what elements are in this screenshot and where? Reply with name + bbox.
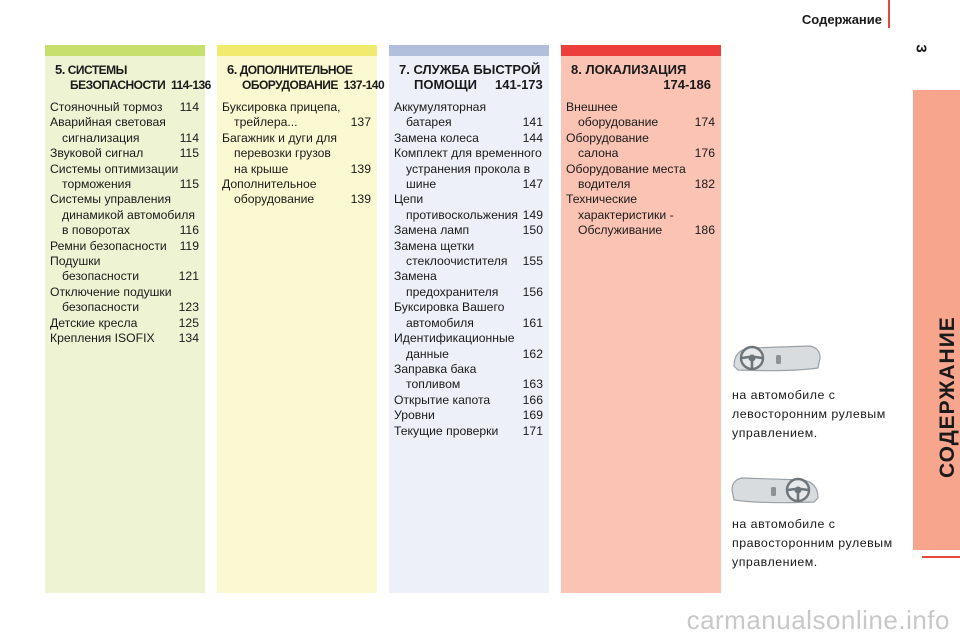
- toc-entry-text: Открытие капота: [394, 392, 491, 407]
- section-5-number: 5.: [55, 62, 65, 77]
- section-7-title-line1: СЛУЖБА БЫСТРОЙ: [413, 62, 541, 77]
- toc-entry-page: 139: [350, 161, 371, 176]
- toc-entry-text: Оборудование места: [566, 161, 686, 176]
- toc-entry-page: 166: [522, 392, 543, 407]
- toc-entry-text: Идентификационные: [394, 331, 515, 346]
- section-7-color-bar: [389, 45, 549, 56]
- toc-entry-text: оборудование: [578, 115, 659, 130]
- watermark: carmanualsonline.info: [686, 605, 950, 635]
- toc-entry[interactable]: [50, 285, 199, 316]
- toc-entry-page: 121: [178, 269, 199, 284]
- section-8-heading: [561, 56, 721, 100]
- toc-entry-page: 115: [179, 177, 199, 192]
- toc-entry-text: Замена ламп: [394, 223, 470, 238]
- toc-entry-text: Обслуживание: [578, 223, 663, 238]
- toc-entry-text: стеклоочистителя: [406, 254, 508, 269]
- toc-entry[interactable]: [394, 100, 543, 131]
- toc-entry[interactable]: [394, 269, 543, 300]
- toc-entry[interactable]: [394, 239, 543, 270]
- toc-entry[interactable]: [394, 146, 543, 192]
- toc-entry-text: водителя: [578, 177, 631, 192]
- toc-entry-page: 114: [179, 130, 199, 145]
- toc-entry-text: Ремни безопасности: [50, 238, 167, 253]
- toc-entry-text: автомобиля: [406, 315, 474, 330]
- toc-entry-text: Комплект для временного: [394, 146, 542, 161]
- right-hand-drive-car-icon: [730, 472, 822, 508]
- toc-entry[interactable]: [222, 100, 371, 131]
- toc-entry-text: безопасности: [62, 300, 140, 315]
- toc-entry-text: в поворотах: [62, 223, 130, 238]
- side-tab-label: СОДЕРЖАНИЕ: [936, 316, 959, 478]
- section-6-heading: [217, 56, 385, 100]
- toc-entry-text: данные: [406, 346, 449, 361]
- toc-entry-text: Цепи: [394, 192, 424, 207]
- toc-entry-text: Крепления ISOFIX: [50, 331, 155, 346]
- toc-entry-page: 123: [178, 300, 199, 315]
- toc-entry-page: 144: [522, 130, 543, 145]
- toc-entry-text: Детские кресла: [50, 315, 138, 330]
- section-8-column: [561, 45, 721, 593]
- toc-entry-text: Буксировка Вашего: [394, 300, 505, 315]
- toc-entry-text: Замена: [394, 269, 437, 284]
- toc-entry-page: 119: [179, 238, 199, 253]
- page-header-title: Содержание: [801, 12, 882, 27]
- toc-entry[interactable]: [394, 300, 543, 331]
- toc-entry[interactable]: [222, 131, 371, 177]
- toc-entry-page: 174: [694, 115, 715, 130]
- toc-entry[interactable]: [50, 316, 199, 331]
- toc-entry[interactable]: [50, 115, 199, 146]
- header-divider: [888, 0, 890, 28]
- section-6-color-bar: [217, 45, 377, 56]
- toc-entry-page: 125: [178, 315, 199, 330]
- toc-entry[interactable]: [566, 192, 715, 238]
- toc-entry-text: динамикой автомобиля: [62, 207, 195, 222]
- toc-entry-text: устранения прокола в: [406, 161, 531, 176]
- toc-entry-page: 182: [694, 177, 715, 192]
- section-7-heading: [389, 56, 549, 100]
- toc-entry-page: 156: [522, 284, 543, 299]
- section-8-list: [561, 100, 721, 239]
- toc-entry[interactable]: [50, 239, 199, 254]
- toc-entry-text: Внешнее: [566, 100, 618, 114]
- toc-entry-text: безопасности: [62, 269, 140, 284]
- toc-entry-text: Аккумуляторная: [394, 100, 487, 114]
- toc-entry[interactable]: [394, 131, 543, 146]
- toc-entry-text: шине: [406, 177, 437, 192]
- toc-entry-text: оборудование: [234, 192, 315, 207]
- toc-entry[interactable]: [394, 223, 543, 238]
- toc-entry-text: противоскольжения: [406, 207, 518, 222]
- toc-entry-text: Замена колеса: [394, 130, 479, 145]
- toc-entry-page: 149: [522, 207, 543, 222]
- toc-entry-text: трейлера...: [234, 115, 298, 130]
- left-hand-drive-note: на автомобиле с левосторонним рулевым управлением.: [732, 388, 886, 440]
- toc-entry-text: характеристики -: [578, 207, 674, 222]
- toc-entry-page: 161: [522, 315, 543, 330]
- section-5-list: [45, 100, 205, 347]
- toc-entry-text: батарея: [406, 115, 452, 130]
- toc-entry-page: 163: [522, 377, 543, 392]
- toc-entry-text: Аварийная световая: [50, 115, 166, 130]
- section-7-title-line2: ПОМОЩИ 141-173: [414, 77, 543, 92]
- toc-entry-text: Текущие проверки: [394, 423, 499, 438]
- side-tab-divider: [922, 556, 960, 558]
- toc-entry-text: Заправка бака: [394, 361, 477, 376]
- toc-entry-page: 162: [522, 346, 543, 361]
- toc-entry-text: Багажник и дуги для: [222, 130, 338, 145]
- toc-entry-text: торможения: [62, 177, 132, 192]
- toc-entry-text: на крыше: [234, 161, 289, 176]
- toc-entry[interactable]: [394, 424, 543, 439]
- toc-entry-page: 169: [522, 408, 543, 423]
- section-6-column: [217, 45, 385, 593]
- toc-entry-page: 171: [522, 423, 543, 438]
- left-hand-drive-car-icon: [730, 340, 822, 376]
- toc-entry[interactable]: [394, 408, 543, 423]
- toc-entry-text: Дополнительное: [222, 177, 317, 192]
- section-6-title-line1: ДОПОЛНИТЕЛЬНОЕ: [239, 63, 353, 77]
- toc-entry-page: 115: [179, 146, 199, 161]
- toc-entry-page: 139: [350, 192, 371, 207]
- toc-entry-page: 141: [522, 115, 543, 130]
- section-8-color-bar: [561, 45, 721, 56]
- section-5-title-line1: СИСТЕМЫ: [67, 63, 127, 77]
- toc-entry-page: 176: [694, 146, 715, 161]
- toc-entry-text: Отключение подушки: [50, 284, 172, 299]
- toc-entry[interactable]: [394, 393, 543, 408]
- toc-entry-text: Звуковой сигнал: [50, 146, 144, 161]
- toc-entry-text: предохранителя: [406, 284, 499, 299]
- toc-entry[interactable]: [394, 331, 543, 362]
- toc-entry-page: 155: [522, 254, 543, 269]
- toc-entry[interactable]: [566, 131, 715, 162]
- toc-entry-page: 114: [179, 100, 199, 114]
- section-5-title-line2: БЕЗОПАСНОСТИ 114-136: [70, 78, 211, 92]
- section-7-number: 7.: [399, 62, 410, 77]
- toc-entry-text: перевозки грузов: [234, 146, 331, 161]
- toc-entry[interactable]: [50, 146, 199, 161]
- section-8-number: 8.: [571, 62, 582, 77]
- toc-entry[interactable]: [50, 331, 199, 346]
- toc-entry[interactable]: [50, 192, 199, 238]
- section-5-heading: [45, 56, 211, 100]
- section-6-title-line2: ОБОРУДОВАНИЕ 137-140: [242, 78, 385, 92]
- toc-entry-text: Стояночный тормоз: [50, 100, 163, 114]
- toc-entry-text: Уровни: [394, 408, 435, 423]
- section-5-color-bar: [45, 45, 205, 56]
- toc-entry-text: салона: [578, 146, 619, 161]
- section-8-title-line1: ЛОКАЛИЗАЦИЯ: [585, 62, 687, 77]
- section-6-list: [217, 100, 377, 208]
- section-7-list: [389, 100, 549, 439]
- toc-entry-page: 186: [694, 223, 715, 238]
- toc-entry-text: Подушки: [50, 254, 101, 269]
- toc-entry-page: 134: [178, 331, 199, 346]
- toc-entry[interactable]: [394, 362, 543, 393]
- section-6-number: 6.: [227, 62, 237, 77]
- toc-entry-text: Замена щетки: [394, 238, 475, 253]
- page-number: 3: [912, 44, 930, 53]
- toc-entry[interactable]: [566, 162, 715, 193]
- toc-entry-page: 137: [350, 115, 371, 130]
- toc-entry-text: Буксировка прицепа,: [222, 100, 341, 114]
- toc-entry-text: Технические: [566, 192, 638, 207]
- toc-entry-text: Системы управления: [50, 192, 171, 207]
- toc-entry[interactable]: [394, 192, 543, 223]
- right-hand-drive-note: на автомобиле с правосторонним рулевым управлением.: [732, 517, 893, 569]
- toc-entry-page: 116: [179, 223, 199, 238]
- section-7-column: [389, 45, 549, 593]
- toc-entry[interactable]: [50, 254, 199, 285]
- toc-entry-text: Системы оптимизации: [50, 161, 179, 176]
- toc-entry[interactable]: [50, 162, 199, 193]
- toc-entry-text: сигнализация: [62, 130, 140, 145]
- toc-entry[interactable]: [222, 177, 371, 208]
- toc-entry[interactable]: [50, 100, 199, 115]
- section-5-column: [45, 45, 211, 593]
- toc-entry-text: топливом: [406, 377, 461, 392]
- section-8-title-line2: 174-186: [663, 77, 711, 92]
- toc-entry-text: Оборудование: [566, 130, 649, 145]
- toc-entry-page: 150: [522, 223, 543, 238]
- toc-entry-page: 147: [522, 177, 543, 192]
- toc-entry[interactable]: [566, 100, 715, 131]
